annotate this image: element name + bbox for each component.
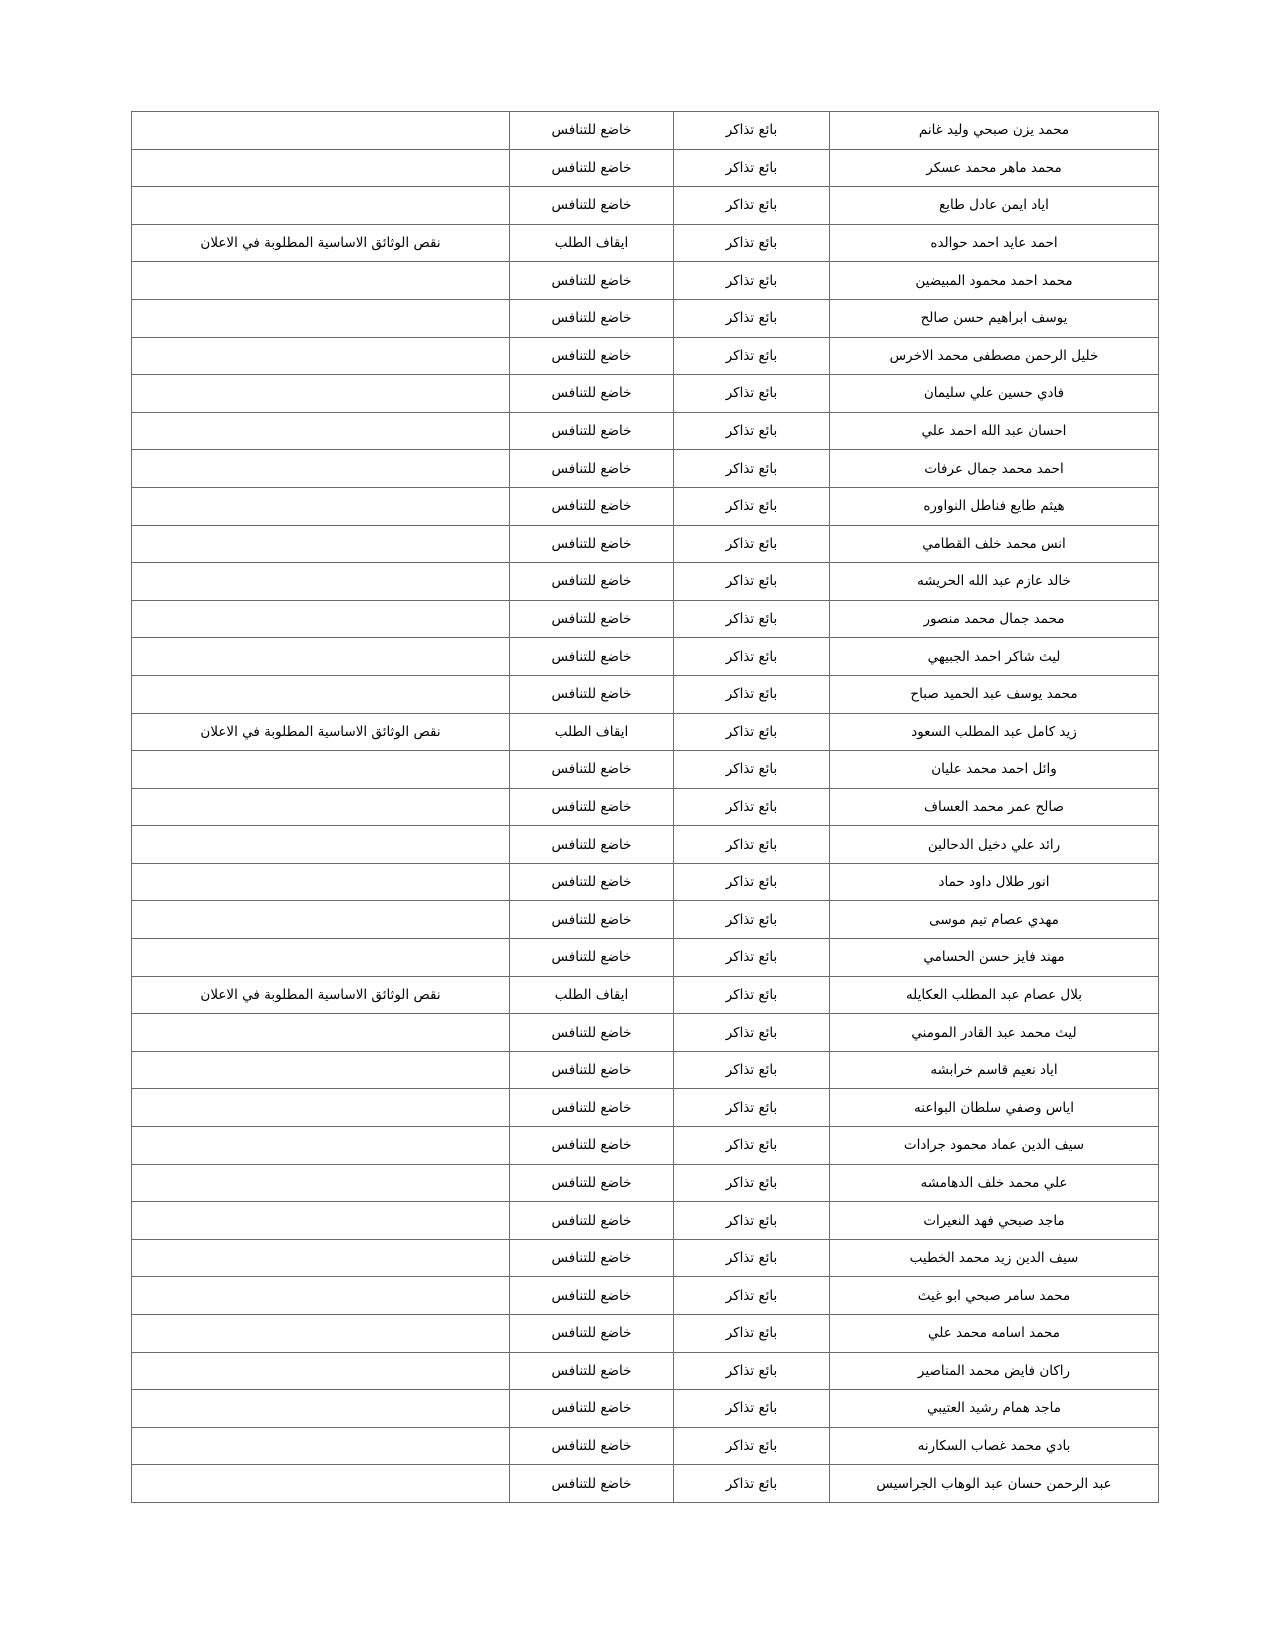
- applicant-name-cell: وائل احمد محمد عليان: [830, 751, 1159, 789]
- notes-cell: [132, 412, 510, 450]
- application-status-cell: خاضع للتنافس: [510, 1127, 674, 1165]
- applicant-name-cell: محمد اسامه محمد علي: [830, 1315, 1159, 1353]
- notes-cell: [132, 675, 510, 713]
- table-row: [132, 187, 1159, 225]
- application-status-cell: خاضع للتنافس: [510, 1390, 674, 1428]
- application-status-cell: خاضع للتنافس: [510, 1352, 674, 1390]
- table-row: [132, 337, 1159, 375]
- table-row: [132, 976, 1159, 1014]
- applicant-name-cell: محمد ماهر محمد عسكر: [830, 149, 1159, 187]
- table-row: [132, 751, 1159, 789]
- applicant-name-cell: ليث شاكر احمد الجبيهي: [830, 638, 1159, 676]
- notes-cell: [132, 939, 510, 977]
- table-row: [132, 1089, 1159, 1127]
- applicant-name-cell: سيف الدين زيد محمد الخطيب: [830, 1239, 1159, 1277]
- applicant-name-cell: بادي محمد غصاب السكارنه: [830, 1427, 1159, 1465]
- applicant-name-cell: محمد يزن صبحي وليد غانم: [830, 112, 1159, 150]
- notes-cell: [132, 1390, 510, 1428]
- notes-cell: [132, 1127, 510, 1165]
- notes-cell: [132, 187, 510, 225]
- application-status-cell: خاضع للتنافس: [510, 901, 674, 939]
- job-title-cell: بائع تذاكر: [674, 375, 830, 413]
- applicant-name-cell: خليل الرحمن مصطفى محمد الاخرس: [830, 337, 1159, 375]
- job-title-cell: بائع تذاكر: [674, 112, 830, 150]
- job-title-cell: بائع تذاكر: [674, 412, 830, 450]
- table-row: [132, 525, 1159, 563]
- notes-cell: [132, 525, 510, 563]
- notes-cell: [132, 563, 510, 601]
- table-row: [132, 262, 1159, 300]
- applicant-name-cell: انور طلال داود حماد: [830, 863, 1159, 901]
- applicant-name-cell: محمد احمد محمود المبيضين: [830, 262, 1159, 300]
- job-title-cell: بائع تذاكر: [674, 563, 830, 601]
- application-status-cell: ايقاف الطلب: [510, 976, 674, 1014]
- applicant-name-cell: اياس وصفي سلطان البواعنه: [830, 1089, 1159, 1127]
- notes-cell: [132, 1164, 510, 1202]
- applicant-name-cell: مهند فايز حسن الحسامي: [830, 939, 1159, 977]
- table-row: [132, 1277, 1159, 1315]
- notes-cell: [132, 1014, 510, 1052]
- table-row: [132, 1051, 1159, 1089]
- applicants-table: [131, 111, 1159, 1503]
- job-title-cell: بائع تذاكر: [674, 600, 830, 638]
- notes-cell: [132, 337, 510, 375]
- application-status-cell: خاضع للتنافس: [510, 1239, 674, 1277]
- job-title-cell: بائع تذاكر: [674, 1352, 830, 1390]
- table-row: [132, 1352, 1159, 1390]
- application-status-cell: خاضع للتنافس: [510, 525, 674, 563]
- job-title-cell: بائع تذاكر: [674, 187, 830, 225]
- applicant-name-cell: زيد كامل عبد المطلب السعود: [830, 713, 1159, 751]
- application-status-cell: خاضع للتنافس: [510, 450, 674, 488]
- applicant-name-cell: محمد سامر صبحي ابو غيث: [830, 1277, 1159, 1315]
- table-row: [132, 939, 1159, 977]
- job-title-cell: بائع تذاكر: [674, 1465, 830, 1503]
- notes-cell: [132, 1277, 510, 1315]
- job-title-cell: بائع تذاكر: [674, 638, 830, 676]
- table-row: [132, 675, 1159, 713]
- notes-cell: [132, 826, 510, 864]
- application-status-cell: خاضع للتنافس: [510, 1427, 674, 1465]
- application-status-cell: خاضع للتنافس: [510, 863, 674, 901]
- table-row: [132, 1164, 1159, 1202]
- table-row: [132, 299, 1159, 337]
- table-row: [132, 1127, 1159, 1165]
- table-row: [132, 112, 1159, 150]
- table-row: [132, 1202, 1159, 1240]
- applicant-name-cell: انس محمد خلف القطامي: [830, 525, 1159, 563]
- job-title-cell: بائع تذاكر: [674, 487, 830, 525]
- applicant-name-cell: علي محمد خلف الدهامشه: [830, 1164, 1159, 1202]
- applicant-name-cell: فادي حسين علي سليمان: [830, 375, 1159, 413]
- job-title-cell: بائع تذاكر: [674, 1164, 830, 1202]
- applicant-name-cell: محمد يوسف عبد الحميد صباح: [830, 675, 1159, 713]
- applicant-name-cell: ليث محمد عبد القادر المومني: [830, 1014, 1159, 1052]
- notes-cell: نقص الوثائق الاساسية المطلوبة في الاعلان: [132, 713, 510, 751]
- application-status-cell: خاضع للتنافس: [510, 1202, 674, 1240]
- notes-cell: [132, 1427, 510, 1465]
- applicant-name-cell: رائد علي دخيل الدحالين: [830, 826, 1159, 864]
- application-status-cell: خاضع للتنافس: [510, 149, 674, 187]
- applicant-name-cell: صالح عمر محمد العساف: [830, 788, 1159, 826]
- notes-cell: [132, 375, 510, 413]
- table-row: [132, 412, 1159, 450]
- application-status-cell: خاضع للتنافس: [510, 412, 674, 450]
- table-row: [132, 600, 1159, 638]
- application-status-cell: خاضع للتنافس: [510, 375, 674, 413]
- applicant-name-cell: يوسف ابراهيم حسن صالح: [830, 299, 1159, 337]
- table-row: [132, 450, 1159, 488]
- application-status-cell: خاضع للتنافس: [510, 262, 674, 300]
- application-status-cell: خاضع للتنافس: [510, 1014, 674, 1052]
- job-title-cell: بائع تذاكر: [674, 525, 830, 563]
- applicant-name-cell: احسان عبد الله احمد علي: [830, 412, 1159, 450]
- table-row: [132, 1465, 1159, 1503]
- applicants-table-body: [132, 112, 1159, 1503]
- table-row: [132, 1014, 1159, 1052]
- table-row: [132, 863, 1159, 901]
- applicant-name-cell: خالد عازم عبد الله الحريشه: [830, 563, 1159, 601]
- application-status-cell: ايقاف الطلب: [510, 713, 674, 751]
- job-title-cell: بائع تذاكر: [674, 299, 830, 337]
- table-row: [132, 1427, 1159, 1465]
- applicant-name-cell: ماجد صبحي فهد النعيرات: [830, 1202, 1159, 1240]
- applicant-name-cell: هيثم طايع فناطل النواوره: [830, 487, 1159, 525]
- job-title-cell: بائع تذاكر: [674, 1427, 830, 1465]
- application-status-cell: خاضع للتنافس: [510, 600, 674, 638]
- application-status-cell: خاضع للتنافس: [510, 112, 674, 150]
- job-title-cell: بائع تذاكر: [674, 1127, 830, 1165]
- notes-cell: [132, 863, 510, 901]
- table-row: [132, 375, 1159, 413]
- job-title-cell: بائع تذاكر: [674, 1277, 830, 1315]
- notes-cell: [132, 638, 510, 676]
- notes-cell: [132, 901, 510, 939]
- notes-cell: [132, 1051, 510, 1089]
- application-status-cell: خاضع للتنافس: [510, 299, 674, 337]
- job-title-cell: بائع تذاكر: [674, 1239, 830, 1277]
- notes-cell: نقص الوثائق الاساسية المطلوبة في الاعلان: [132, 224, 510, 262]
- table-row: [132, 1390, 1159, 1428]
- job-title-cell: بائع تذاكر: [674, 713, 830, 751]
- application-status-cell: خاضع للتنافس: [510, 337, 674, 375]
- job-title-cell: بائع تذاكر: [674, 262, 830, 300]
- table-row: [132, 1239, 1159, 1277]
- job-title-cell: بائع تذاكر: [674, 1390, 830, 1428]
- applicant-name-cell: عبد الرحمن حسان عبد الوهاب الجراسيس: [830, 1465, 1159, 1503]
- table-row: [132, 149, 1159, 187]
- table-row: [132, 224, 1159, 262]
- table-row: [132, 788, 1159, 826]
- applicant-name-cell: بلال عصام عبد المطلب العكايله: [830, 976, 1159, 1014]
- notes-cell: [132, 450, 510, 488]
- notes-cell: [132, 1315, 510, 1353]
- notes-cell: [132, 299, 510, 337]
- notes-cell: [132, 751, 510, 789]
- applicant-name-cell: ماجد همام رشيد العتيبي: [830, 1390, 1159, 1428]
- notes-cell: [132, 600, 510, 638]
- application-status-cell: خاضع للتنافس: [510, 1315, 674, 1353]
- applicant-name-cell: راكان فايض محمد المناصير: [830, 1352, 1159, 1390]
- notes-cell: [132, 262, 510, 300]
- job-title-cell: بائع تذاكر: [674, 863, 830, 901]
- notes-cell: [132, 149, 510, 187]
- job-title-cell: بائع تذاكر: [674, 826, 830, 864]
- application-status-cell: خاضع للتنافس: [510, 939, 674, 977]
- notes-cell: [132, 788, 510, 826]
- application-status-cell: خاضع للتنافس: [510, 751, 674, 789]
- table-row: [132, 487, 1159, 525]
- application-status-cell: خاضع للتنافس: [510, 187, 674, 225]
- job-title-cell: بائع تذاكر: [674, 901, 830, 939]
- notes-cell: [132, 112, 510, 150]
- application-status-cell: خاضع للتنافس: [510, 1051, 674, 1089]
- job-title-cell: بائع تذاكر: [674, 149, 830, 187]
- job-title-cell: بائع تذاكر: [674, 675, 830, 713]
- applicant-name-cell: احمد محمد جمال عرفات: [830, 450, 1159, 488]
- applicant-name-cell: احمد عايد احمد حوالده: [830, 224, 1159, 262]
- notes-cell: [132, 1465, 510, 1503]
- applicant-name-cell: مهدي عصام تيم موسى: [830, 901, 1159, 939]
- table-row: [132, 901, 1159, 939]
- application-status-cell: خاضع للتنافس: [510, 1164, 674, 1202]
- table-row: [132, 563, 1159, 601]
- application-status-cell: خاضع للتنافس: [510, 1465, 674, 1503]
- table-row: [132, 1315, 1159, 1353]
- job-title-cell: بائع تذاكر: [674, 224, 830, 262]
- applicant-name-cell: اياد ايمن عادل طايع: [830, 187, 1159, 225]
- notes-cell: [132, 1089, 510, 1127]
- application-status-cell: ايقاف الطلب: [510, 224, 674, 262]
- notes-cell: [132, 1352, 510, 1390]
- application-status-cell: خاضع للتنافس: [510, 675, 674, 713]
- job-title-cell: بائع تذاكر: [674, 1014, 830, 1052]
- application-status-cell: خاضع للتنافس: [510, 638, 674, 676]
- notes-cell: نقص الوثائق الاساسية المطلوبة في الاعلان: [132, 976, 510, 1014]
- table-row: [132, 638, 1159, 676]
- job-title-cell: بائع تذاكر: [674, 1315, 830, 1353]
- job-title-cell: بائع تذاكر: [674, 1051, 830, 1089]
- applicant-name-cell: محمد جمال محمد منصور: [830, 600, 1159, 638]
- job-title-cell: بائع تذاكر: [674, 788, 830, 826]
- job-title-cell: بائع تذاكر: [674, 939, 830, 977]
- application-status-cell: خاضع للتنافس: [510, 1089, 674, 1127]
- job-title-cell: بائع تذاكر: [674, 751, 830, 789]
- job-title-cell: بائع تذاكر: [674, 337, 830, 375]
- job-title-cell: بائع تذاكر: [674, 450, 830, 488]
- applicant-name-cell: اياد نعيم قاسم خرابشه: [830, 1051, 1159, 1089]
- application-status-cell: خاضع للتنافس: [510, 826, 674, 864]
- job-title-cell: بائع تذاكر: [674, 976, 830, 1014]
- notes-cell: [132, 487, 510, 525]
- application-status-cell: خاضع للتنافس: [510, 487, 674, 525]
- application-status-cell: خاضع للتنافس: [510, 1277, 674, 1315]
- application-status-cell: خاضع للتنافس: [510, 788, 674, 826]
- job-title-cell: بائع تذاكر: [674, 1089, 830, 1127]
- table-row: [132, 826, 1159, 864]
- job-title-cell: بائع تذاكر: [674, 1202, 830, 1240]
- applicant-name-cell: سيف الدين عماد محمود جرادات: [830, 1127, 1159, 1165]
- notes-cell: [132, 1239, 510, 1277]
- notes-cell: [132, 1202, 510, 1240]
- application-status-cell: خاضع للتنافس: [510, 563, 674, 601]
- table-row: [132, 713, 1159, 751]
